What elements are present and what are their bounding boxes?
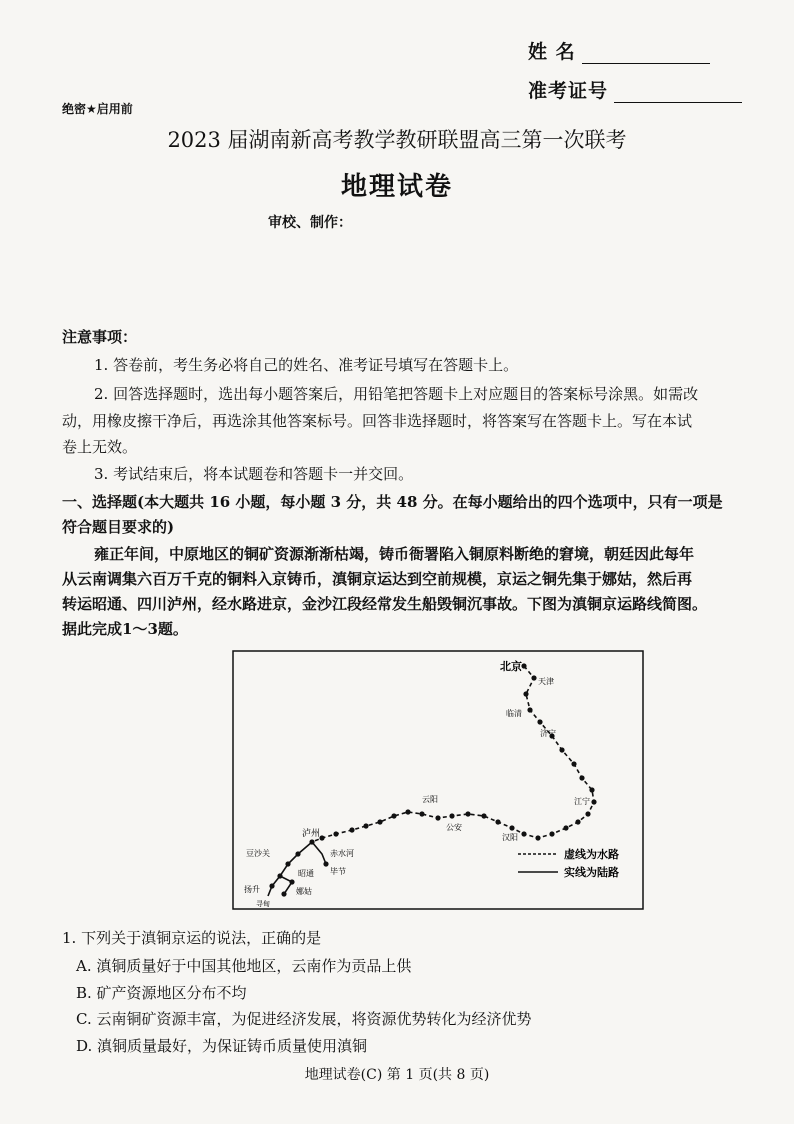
exam-number-field	[528, 76, 742, 103]
label-doushaguan: 豆沙关	[246, 849, 270, 858]
route-map	[232, 650, 644, 910]
label-yangsheng: 扬升	[244, 885, 260, 894]
passage-line-3: 转运昭通、四川泸州，经水路进京，金沙江段经常发生船毁铜沉事故。下图为滇铜京运路线简图。	[62, 595, 708, 613]
label-beijing: 北京	[500, 660, 522, 673]
label-tianjin: 天津	[538, 677, 554, 686]
question-1-option-b: B. 矿产资源地区分布不均	[76, 984, 247, 1002]
section-heading: 一、选择题(本大题共 16 小题，每小题 3 分，共 48 分。在每小题给出的四个选项中，只有一项是	[62, 493, 723, 511]
label-gongan: 公安	[446, 823, 462, 832]
label-bijie: 毕节	[330, 867, 346, 876]
notice-item-2-cont: 动，用橡皮擦干净后，再选涂其他答案标号。回答非选择题时，将答案写在答题卡上。写在本试	[62, 412, 693, 430]
page-footer: 地理试卷(C) 第 1 页(共 8 页)	[304, 1067, 490, 1083]
label-linqing: 临清	[506, 709, 522, 718]
label-jining: 济宁	[540, 729, 556, 738]
passage-line-4: 据此完成1～3题。	[62, 620, 188, 638]
label-hanyang: 汉阳	[502, 833, 518, 842]
route-dots	[269, 663, 596, 896]
subject-title: 地理试卷	[340, 172, 453, 202]
label-luzhou: 泸州	[302, 829, 321, 839]
label-xundian: 寻甸	[256, 900, 270, 908]
section-heading-cont: 符合题目要求的)	[62, 518, 175, 536]
exam-title: 2023 届湖南新高考教学教研联盟高三第一次联考	[167, 128, 627, 152]
legend-water: 虚线为水路	[564, 848, 619, 861]
label-nagu: 娜姑	[296, 887, 312, 896]
question-1-option-c: C. 云南铜矿资源丰富，为促进经济发展，将资源优势转化为经济优势	[76, 1010, 532, 1028]
notice-item-2-end: 卷上无效。	[62, 438, 138, 456]
notice-heading: 注意事项：	[62, 328, 138, 346]
question-1-option-d: D. 滇铜质量最好，为保证铸币质量使用滇铜	[76, 1037, 368, 1055]
question-1-stem: 1. 下列关于滇铜京运的说法，正确的是	[62, 929, 322, 947]
review-line: 审校、制作：	[268, 215, 352, 231]
label-zhaotong: 昭通	[298, 869, 314, 878]
exam-number-blank	[614, 82, 742, 103]
exam-number-label: 准考证号	[528, 80, 609, 102]
secret-mark: 绝密★启用前	[62, 102, 133, 116]
name-blank	[582, 43, 710, 64]
notice-item-1: 1. 答卷前，考生务必将自己的姓名、准考证号填写在答题卡上。	[94, 356, 519, 374]
label-jiangning: 江宁	[574, 797, 590, 806]
name-field	[528, 37, 710, 64]
passage-line-1: 雍正年间，中原地区的铜矿资源渐渐枯竭，铸币衙署陷入铜原料断绝的窘境，朝廷因此每年	[94, 545, 695, 563]
legend-land: 实线为陆路	[564, 866, 619, 879]
label-yunyang: 云阳	[422, 795, 438, 804]
name-label: 姓 名	[528, 41, 576, 63]
question-1-option-a: A. 滇铜质量好于中国其他地区，云南作为贡品上供	[76, 957, 412, 975]
notice-item-2: 2. 回答选择题时，选出每小题答案后，用铅笔把答题卡上对应题目的答案标号涂黑。如需改	[94, 385, 699, 403]
passage-line-2: 从云南调集六百万千克的铜料入京铸币，滇铜京运达到空前规模，京运之铜先集于娜姑，然后再	[62, 570, 693, 588]
notice-item-3: 3. 考试结束后，将本试题卷和答题卡一并交回。	[94, 465, 414, 483]
label-chishuihe: 赤水河	[330, 849, 354, 858]
